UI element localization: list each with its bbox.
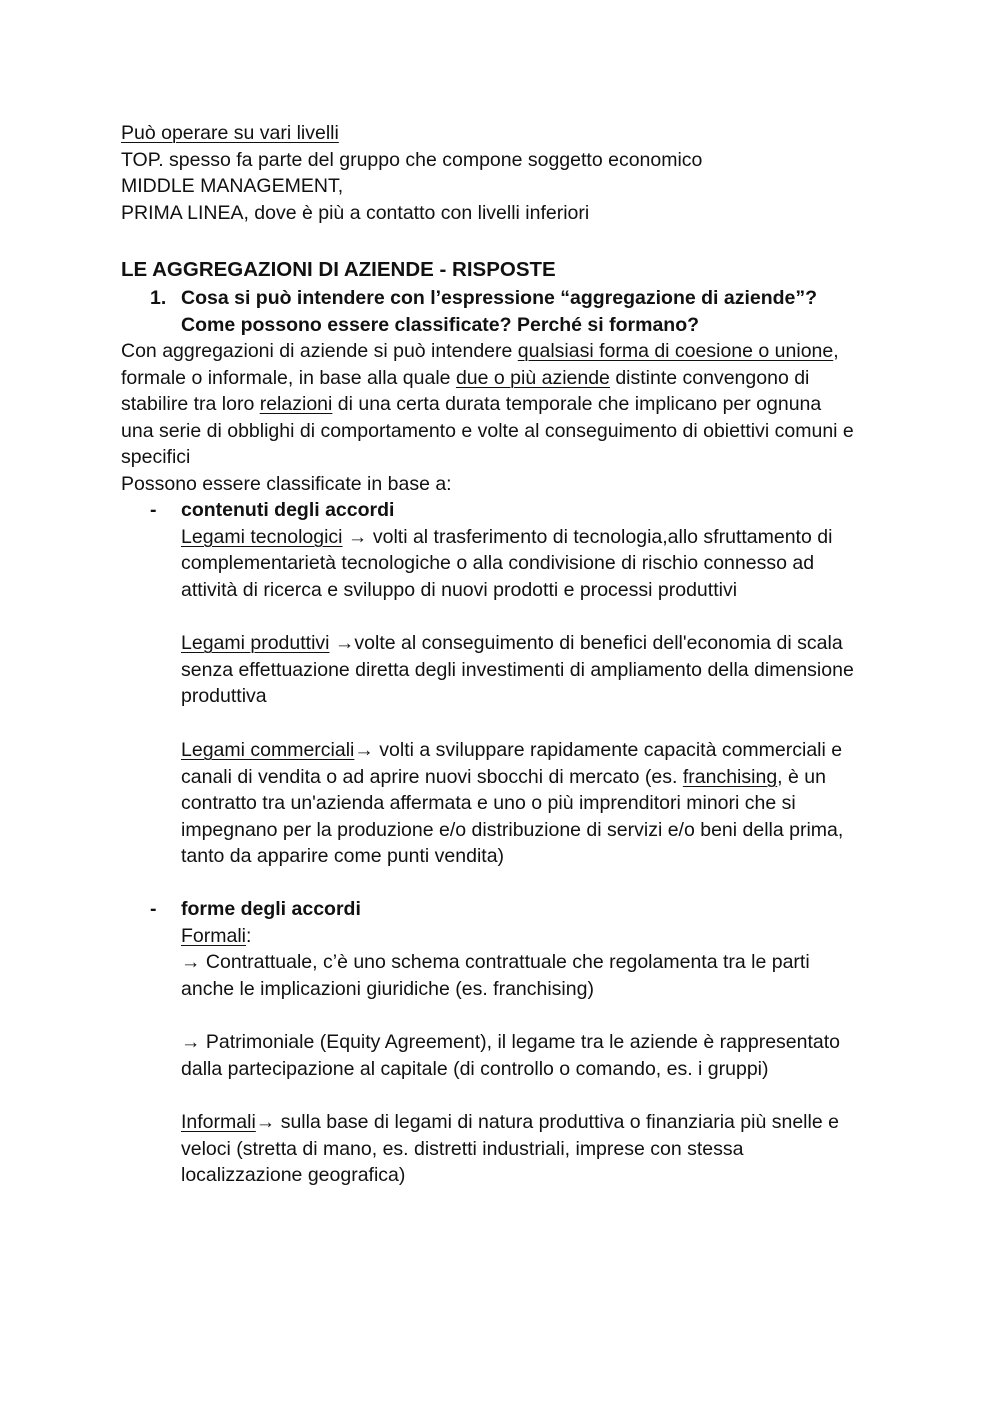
informali (181, 1109, 891, 1189)
answer-line: Possono essere classificate in base a: (121, 472, 452, 495)
term-label: Formali (181, 924, 247, 947)
bullet-line: attività di ricerca e sviluppo di nuovi prodotti e processi produttivi (181, 578, 738, 601)
text-span: Con aggregazioni di aziende si può intendere (121, 340, 518, 362)
underlined-term: relazioni (259, 393, 333, 416)
bullet-line (181, 737, 891, 764)
bullet-line: produttiva (181, 685, 267, 708)
text-span: → sulla base di legami di natura produttiva o finanziaria più snelle e (255, 1111, 839, 1133)
bullet-line: contratto tra un'azienda affermata e uno o più imprenditori minori che si (181, 792, 796, 815)
term-label: Legami produttivi (181, 632, 330, 654)
bullet-contenuti (181, 497, 891, 603)
answer-paragraph (121, 338, 891, 498)
answer-line (121, 338, 891, 365)
text-span: , è un (777, 765, 826, 788)
text-span: , (833, 340, 839, 362)
bullet-line: → Patrimoniale (Equity Agreement), il legame tra le aziende è rappresentato (181, 1031, 841, 1053)
underlined-term: franchising (682, 765, 778, 788)
text-span: stabilire tra loro (121, 393, 260, 416)
answer-line: specifici (121, 446, 191, 469)
legami-commerciali (181, 737, 891, 870)
bullet-line: dalla partecipazione al capitale (di controllo o comando, es. i gruppi) (181, 1057, 769, 1080)
bullet-line (181, 1109, 891, 1136)
underlined-term: due o più aziende (455, 366, 610, 389)
term-label: Informali (181, 1111, 256, 1133)
section-heading: LE AGGREGAZIONI DI AZIENDE - RISPOSTE (121, 258, 556, 281)
intro-block (121, 120, 891, 226)
answer-line: una serie di obblighi di comportamento e volte al conseguimento di obiettivi comuni e (121, 419, 854, 442)
bullet-marker: - (150, 499, 157, 521)
text-span: → volti a sviluppare rapidamente capacità commerciali e (354, 739, 843, 761)
answer-line (121, 365, 891, 392)
answer-line (121, 391, 891, 418)
underlined-term: qualsiasi forma di coesione o unione (517, 340, 834, 362)
bullet-line: complementarietà tecnologiche o alla condivisione di rischio connesso ad (181, 552, 815, 575)
bullet-marker: - (150, 898, 157, 920)
bullet-line: tanto da apparire come punti vendita) (181, 845, 505, 868)
bullet-line: impegnano per la produzione e/o distribuzione di servizi e/o beni della prima, (181, 818, 844, 841)
term-label: Legami tecnologici (181, 525, 343, 548)
bullet-line: veloci (stretta di mano, es. distretti industriali, imprese con stessa (181, 1137, 744, 1160)
text-span: distinte convengono di (609, 366, 810, 389)
legami-produttivi (181, 630, 891, 710)
bullet-line (181, 923, 891, 950)
text-span: di una certa durata temporale che implicano per ognuna (332, 393, 822, 416)
bullet-line (181, 764, 891, 791)
bullet-line (181, 630, 891, 657)
bullet-line (181, 524, 891, 551)
text-span: → volti al trasferimento di tecnologia,allo sfruttamento di (342, 525, 833, 548)
bullet-title: forme degli accordi (181, 898, 361, 920)
text-span: formale o informale, in base alla quale (121, 366, 456, 389)
term-label: Legami commerciali (181, 739, 355, 761)
text-span: →volte al conseguimento di benefici dell'economia di scala (329, 632, 843, 654)
question-number: 1. (150, 287, 167, 309)
text-span: canali di vendita o ad aprire nuovi sbocchi di mercato (es. (181, 765, 683, 788)
patrimoniale (181, 1029, 891, 1082)
intro-line: TOP. spesso fa parte del gruppo che compone soggetto economico (121, 148, 703, 171)
bullet-line: anche le implicazioni giuridiche (es. franchising) (181, 977, 594, 1000)
question-line: Come possono essere classificate? Perché si formano? (181, 313, 700, 336)
bullet-line: senza effettuazione diretta degli investimenti di ampliamento della dimensione (181, 658, 854, 681)
intro-line: PRIMA LINEA, dove è più a contatto con livelli inferiori (121, 201, 590, 224)
bullet-title: contenuti degli accordi (181, 499, 395, 521)
text-span: : (246, 924, 252, 947)
intro-line: Può operare su vari livelli (121, 122, 339, 144)
intro-line: MIDDLE MANAGEMENT, (121, 175, 344, 198)
question-line: Cosa si può intendere con l’espressione “aggregazione di aziende”? (181, 287, 818, 309)
bullet-line: → Contrattuale, c’è uno schema contrattuale che regolamenta tra le parti (181, 951, 810, 974)
question-text (181, 285, 817, 338)
bullet-forme (181, 896, 891, 1002)
bullet-line: localizzazione geografica) (181, 1164, 406, 1187)
